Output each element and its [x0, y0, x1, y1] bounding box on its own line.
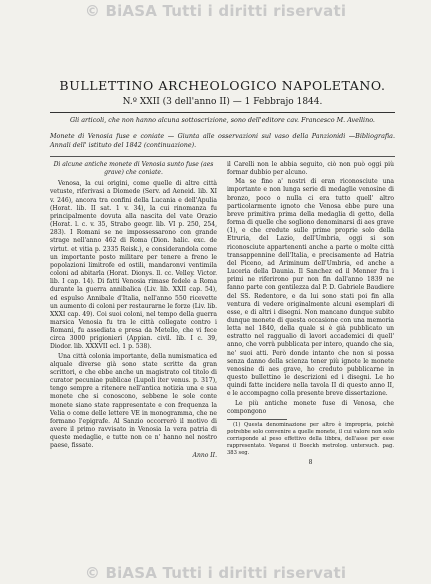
- right-paragraph: Le più antiche monete fuse di Venosa, che compongono: [227, 399, 394, 415]
- page-number: 8: [308, 458, 313, 466]
- header-divider: [50, 112, 395, 113]
- footnote: (1) Questa denominazione per altro è impropria, poichè potrebbe solo convenire a quelle monete, il cui valore non solo corrisponde al peso effettivo della libbra, dell'asse per esse rappresentato. Vegansi il Boeckh metrolog. untersuch. pag. 383 seg.: [227, 421, 394, 456]
- two-column-body: [50, 161, 395, 467]
- left-paragraph: Venosa, la cui origini, come quelle di altre città vetuste, riferivasi a Diomede (Serv. ad Aeneid. lib. XI v. 246), ancora tra confini della Lucania e dell'Apulia (Horat. lib. II sat. 1 v. 34), la cui rinomanza fu principalmente dovuta alla nascita del vate Orazio (Horat. l. c. v. 35, Strabo geogr. lib. VI p. 250, 254, 283). I Romani se ne impossessarono con grande strage nell'anno 462 di Roma (Dion. halic. exc. de virtut. et vitia p. 2335 Reisk.), e considerandola come un importante posto militare per tenere a freno le popolazioni limitrofe ed ostili, mandaronvi ventimila coloni ad abitarla (Horat. Dionys. ll. cc. Velley. Victor. lib. I cap. 14). Di fatti Venosia rimase fedele a Roma durante la guerra annibalica (Liv. lib. XXII cap. 54), ed espulso Annibale d'Italia, nell'anno 550 ricevette un aumento di coloni per restaurarne le forze (Liv. lib. XXXI cap. 49). Coi suoi coloni, nel tempo della guerra marsica Venosia fu tra le città collegate contro i Romani, fu assediata e presa da Metello, che vi fece circa 3000 prigionieri (Appian. civil. lib. I c. 39, Diodor. lib. XXXVII ecl. 1 p. 538).: [50, 180, 217, 351]
- right-column: [227, 161, 394, 467]
- right-paragraph: il Carelli non le abbia seguito, ciò non può oggi più formar dubbio per alcuno.: [227, 161, 394, 177]
- volume-signature: Anno II.: [192, 452, 217, 460]
- issue-line: N.º XXII (3 dell'anno II) — 1 Febbrajo 1844.: [122, 97, 323, 107]
- editor-notice: Gli articoli, che non hanno alcuna sottoscrizione, sono dell'editore cav. Francesco M. Avellino.: [70, 116, 375, 124]
- left-paragraph: Una città colonia importante, della numismatica ed alquale diverse già sono state scritte da gran scrittori, e che ebbe anche un magistrato col titolo di curator pecuniae publicae (Lupoli iter venus. p. 317), tengo sempre a ritenere nell'antica notizia una e sua monete che si conoscono, sebbene le sole conte monete siano state rappresentate e con frequenza la Velia o come delle lettere VE in monogramma, che ne formano l'epigrafe. Al Sanzio occorrerò il motivo di avere il primo ravvisato in Venosia la vera patria di queste medaglie, e tutte non ce n' hanno nel nostro paese, fissate.: [50, 352, 217, 450]
- left-column: [50, 161, 217, 467]
- right-paragraph: Ma se fino a' nostri di eran riconosciute una importante e non lunga serie di medaglie venosine di bronzo, poco o nulla ci era tutto quell' altro particolarmente ignoto che Venosa ebbe pure una breve primitiva prima della medaglia di getto, della forma di quelle che sogliono denominarsi di aes grave (1), e che credute sulle prime proprie solo della Etruria, del Lazio, dell'Umbria, oggi si son riconosciute appartenenti anche a parte o molte città transappennine dell'Italia, e precisamente ad Hatria del Piceno, ad Ariminum dell'Umbria, ed anche a Luceria della Daunia. Il Sanchez ed il Menner fra i primi ne riferirono pur non fin dall'anno 1839 ne fanno parte con gentilezza dal P. D. Gabriele Baudiere del SS. Redentore, e da lui sono stati poi fin alla ventura di vedere originalmente alcuni esemplari di esse, e di altri i disegni. Non mancano dunque subito dunque monete di questa occasione con una memoria letta nel 1840, della quale si è già pubblicato un estratto nel raggualio di lavori accademici di quell' anno, che vorrà pubblicata per intero, quando che sia, ne' suoi atti. Però donde intanto che non si possa senza danno della scienza tener più ignote le monete venosine di aes grave, ho creduto pubblicarne in questo bullettino le descrizioni ed i disegni. Le ho quindi fatte incidere nella tavola II di questo anno II, e le accompagno colla presente breve dissertazione.: [227, 178, 394, 398]
- document-page: [50, 78, 395, 564]
- watermark-top: © BiASA Tutti i diritti riservati: [84, 2, 347, 20]
- table-of-contents: Monete di Venosia fuse e coniate — Giunta alle osservazioni sul vaso della Panzionidi —Bibliografia. Annali dell' istituto del 1842 (continuazione).: [50, 132, 395, 149]
- footnote-divider: [227, 419, 287, 420]
- article-heading: Di alcune antiche monete di Venosia sunto fuse (aes grave) che coniate.: [53, 161, 214, 177]
- journal-title: BULLETTINO ARCHEOLOGICO NAPOLETANO.: [59, 78, 386, 93]
- watermark-bottom: © BiASA Tutti i diritti riservati: [84, 564, 347, 582]
- contents-divider: [50, 156, 395, 157]
